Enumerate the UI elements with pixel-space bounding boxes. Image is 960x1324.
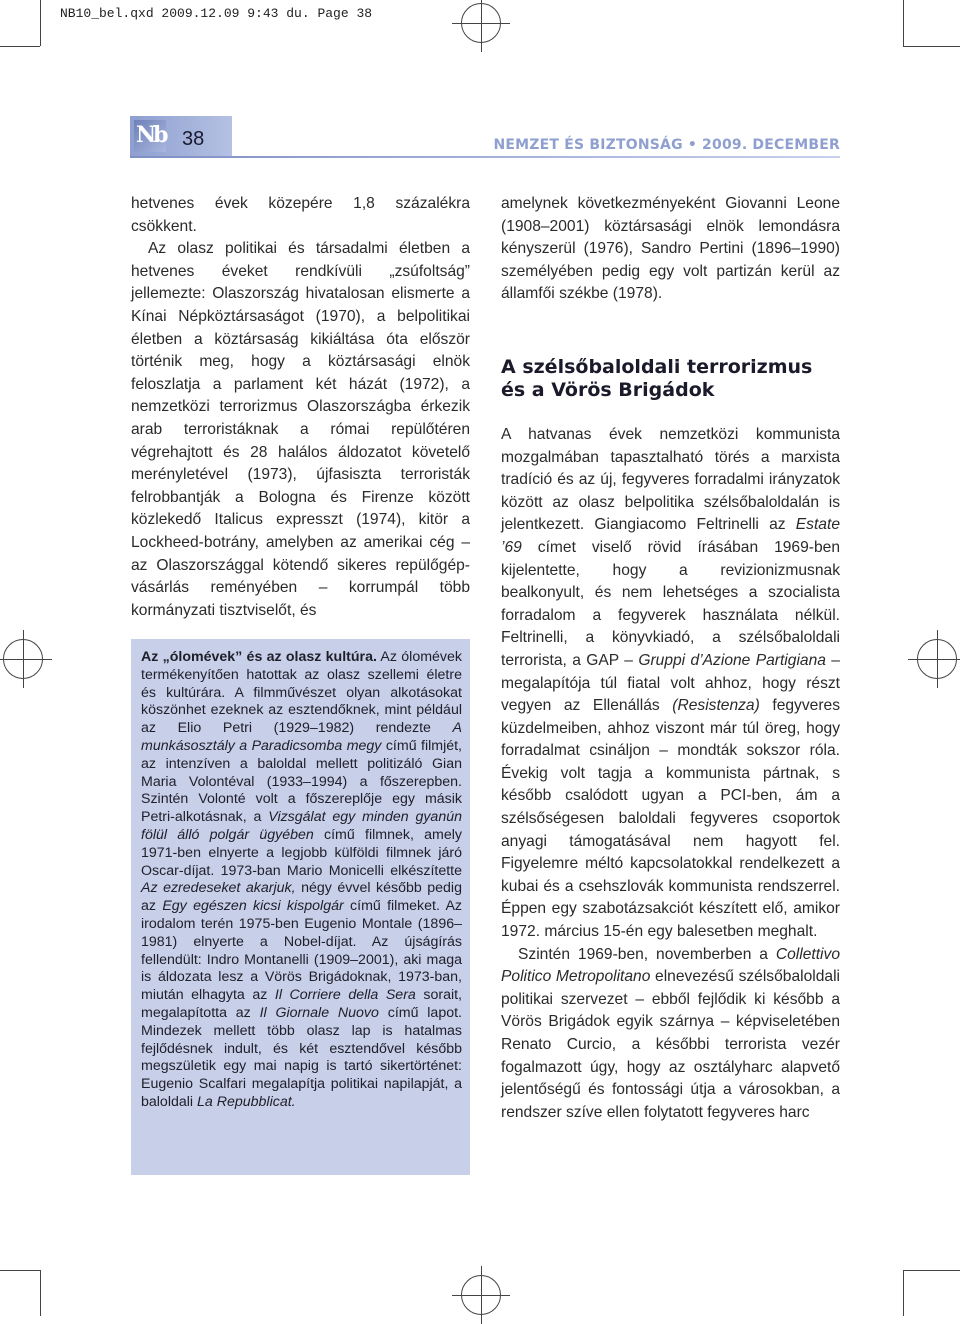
sidebar-box xyxy=(131,639,470,1175)
registration-mark xyxy=(461,1275,501,1315)
crop-mark xyxy=(40,0,41,46)
crop-mark xyxy=(903,1270,960,1271)
paragraph: hetvenes évek közepére 1,8 százalékra csökkent. xyxy=(131,195,470,235)
sidebar-lead: Az „ólomévek” és az olasz kultúra. xyxy=(141,649,377,665)
paragraph: Az olasz politikai és társadalmi életben a hetvenes éveket rendkívüli „zsúfoltság” jellemezte: Olaszország hivatalosan elismerte a Kínai Népköztársaságot (1970), a belpolitikai életben a köztársaság kikiáltása óta először történik meg, hogy a köztársasági elnök feloszlatja a parlament két házát (1972), a nemzetközi terrorizmus Olaszországba érkezik arab terroristáknak a római repülőtéren végrehajtott és 28 halálos áldozatot követelő merényletével (1973), újfasiszta terroristák felrobbantják a Bologna és Firenze között közlekedő Italicus expresszt (1974), kitör a Lockheed-botrány, amelyben az amerikai cég – az Olaszországgal kötendő sikeres repülőgép-vásárlás reményében – korrumpál több kormányzati tisztviselőt, és xyxy=(131,240,470,619)
crop-mark xyxy=(903,1270,904,1316)
page-number: 38 xyxy=(182,128,205,150)
crop-mark xyxy=(0,46,40,47)
crop-mark xyxy=(0,1270,40,1271)
registration-mark xyxy=(461,3,501,43)
left-column xyxy=(131,193,470,622)
registration-mark xyxy=(917,639,957,679)
crop-mark xyxy=(903,46,960,47)
section-title: A szélsőbaloldali terrorizmus és a Vörös Brigádok xyxy=(501,355,813,401)
paragraph: Szintén 1969-ben, novemberben a Collettivo Politico Metropolitano elnevezésű szélsőbaloldali politikai szervezet – ebből fejlődik ki később a Vörös Brigádok egyik szárnya – képviseletében Renato Curcio, a későbbi terrorista vezér fogalmazott úgy, hogy az osztályharc alapvető jelentőségű és fontossági útja a városokban, a rendszer szíve ellen folytatott fegyveres harc xyxy=(501,945,840,1121)
journal-title: NEMZET ÉS BIZTONSÁG • 2009. DECEMBER xyxy=(493,137,840,153)
crop-mark xyxy=(40,1270,41,1316)
sidebar-text: Az „ólomévek” és az olasz kultúra. Az ólomévek termékenyítően hatottak az olasz szellemi életre és kultúrára. A filmművészet olyan alkotásokat köszönhet ezeknek az esztendőknek, mint például az Elio Petri (1929–1982) rendezte A munkásosztály a Paradicsomba megy című filmjét, az intenzíven a baloldal mellett politizáló Gian Maria Volontéval (1933–1994) a főszerepben. Szintén Volonté volt a főszereplője egy másik Petri-alkotásnak, a Vizsgálat egy minden gyanún fölül álló polgár ügyében című filmnek, amely 1971-ben elnyerte a legjobb külföldi filmnek járó Oscar-díjat. 1973-ban Mario Monicelli elkészítette Az ezredeseket akarjuk, négy évvel később pedig az Egy egészen kicsi kispolgár című filmeket. Az irodalom terén 1975-ben Eugenio Montale (1896–1981) elnyerte a Nobel-díjat. Az újságírás fellendült: Indro Montanelli (1909–2001), aki maga is áldozata lesz a Vörös Brigádoknak, 1973-ban, miután elhagyta az Il Corriere della Sera sorait, megalapította az Il Giornale Nuovo című lapot. Mindezek mellett több olasz lap is hatalmas fejlődésnek indult, és két esztendővel később megszületik egy mai napig is tartó sikertörténet: Eugenio Scalfari megalapítja politikai napilapját, a baloldali La Repubblicat. xyxy=(141,649,463,1110)
crop-mark xyxy=(903,0,904,46)
header-rule xyxy=(130,156,840,158)
paragraph: A hatvanas évek nemzetközi kommunista mozgalmában tapasztalható törés a marxista tradíció és az új, fegyveres forradalmi irányzatok között az olasz belpolitika szélsőbaloldalán is jelentkezett. Giangiacomo Feltrinelli az Estate ’69 címet viselő rövid írásában 1969-ben kijelentette, hogy a revizionizmusnak bealkonyult, és nem lehetséges a szocialista forradalom a fegyverek használata nélkül. Feltrinelli, a könyvkiadó, a szélsőbaloldali terrorista, a GAP – Gruppi d’Azione Partigiana – megalapítója túl fiatal volt ahhoz, hogy részt vegyen az Ellenállás (Resistenza) fegyveres küzdelmeiben, ahhoz viszont már túl öreg, hogy forradalmat csináljon – mondták sokszor róla. Évekig volt tagja a kommunista pártnak, s később csalódott ugyan a PCI-ben, ám a szélsőségesen baloldali fegyveres csoportok anyagi támogatásával nem hagyott fel. Figyelemre méltó kapcsolatokkal rendelkezett a kubai és a csehszlovák kommunista rendszerrel. Éppen egy szabotázsakciót készített elő, amikor 1972. március 15-én egy balesetben meghalt. xyxy=(501,425,840,941)
right-column xyxy=(501,193,840,1124)
registration-mark xyxy=(3,639,43,679)
paragraph: amelynek következményeként Giovanni Leone (1908–2001) köztársasági elnök lemondásra kényszerül (1976), Sandro Pertini (1896–1990) személyében pedig egy volt partizán kerül az államfői székbe (1978). xyxy=(501,195,840,303)
printer-slug: NB10_bel.qxd 2009.12.09 9:43 du. Page 38 xyxy=(60,6,373,21)
journal-logo: Nb xyxy=(134,120,166,152)
